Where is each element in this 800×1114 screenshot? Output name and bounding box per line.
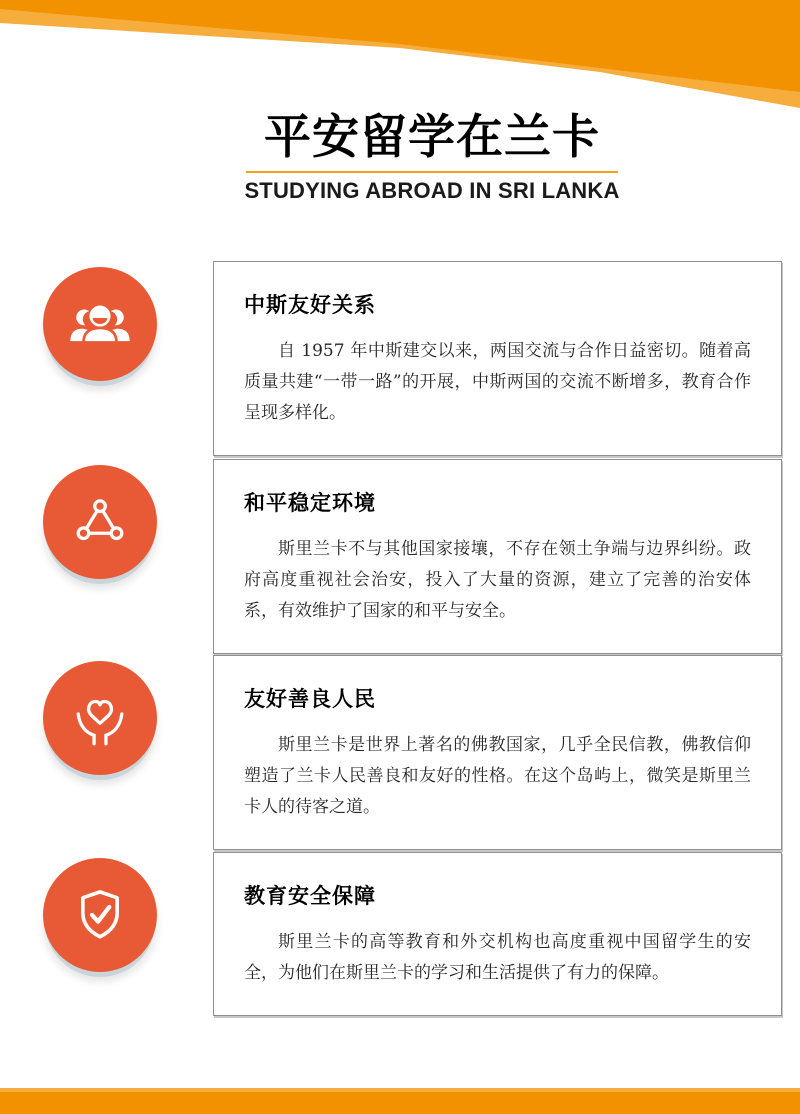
title-underline [246, 171, 618, 173]
shield-check-icon [43, 858, 157, 972]
section-body: 斯里兰卡的高等教育和外交机构也高度重视中国留学生的安全，为他们在斯里兰卡的学习和生活提供了有力的保障。 [244, 932, 751, 983]
section-body: 斯里兰卡是世界上著名的佛教国家，几乎全民信教，佛教信仰塑造了兰卡人民善良和友好的性格。在这个岛屿上，微笑是斯里兰卡人的待客之道。 [244, 735, 751, 817]
section-title: 中斯友好关系 [244, 292, 376, 317]
section-title: 教育安全保障 [244, 883, 376, 908]
section-card [213, 459, 782, 654]
page-header [32, 112, 800, 204]
section-card [213, 261, 782, 456]
section-card [213, 852, 782, 1016]
section-title: 和平稳定环境 [244, 490, 376, 515]
people-group-icon [43, 267, 157, 381]
triangle-network-icon [43, 465, 157, 579]
section-card [213, 655, 782, 850]
heart-hands-icon [43, 661, 157, 775]
section-body: 自 1957 年中斯建交以来，两国交流与合作日益密切。随着高质量共建“一带一路”的开展，中斯两国的交流不断增多，教育合作呈现多样化。 [244, 341, 751, 423]
page-subtitle: STUDYING ABROAD IN SRI LANKA [244, 177, 620, 203]
page-title: 平安留学在兰卡 [264, 110, 600, 165]
section-title: 友好善良人民 [244, 686, 376, 711]
footer-bar [0, 1088, 800, 1114]
section-body: 斯里兰卡不与其他国家接壤，不存在领土争端与边界纠纷。政府高度重视社会治安，投入了大量的资源，建立了完善的治安体系，有效维护了国家的和平与安全。 [244, 539, 751, 621]
